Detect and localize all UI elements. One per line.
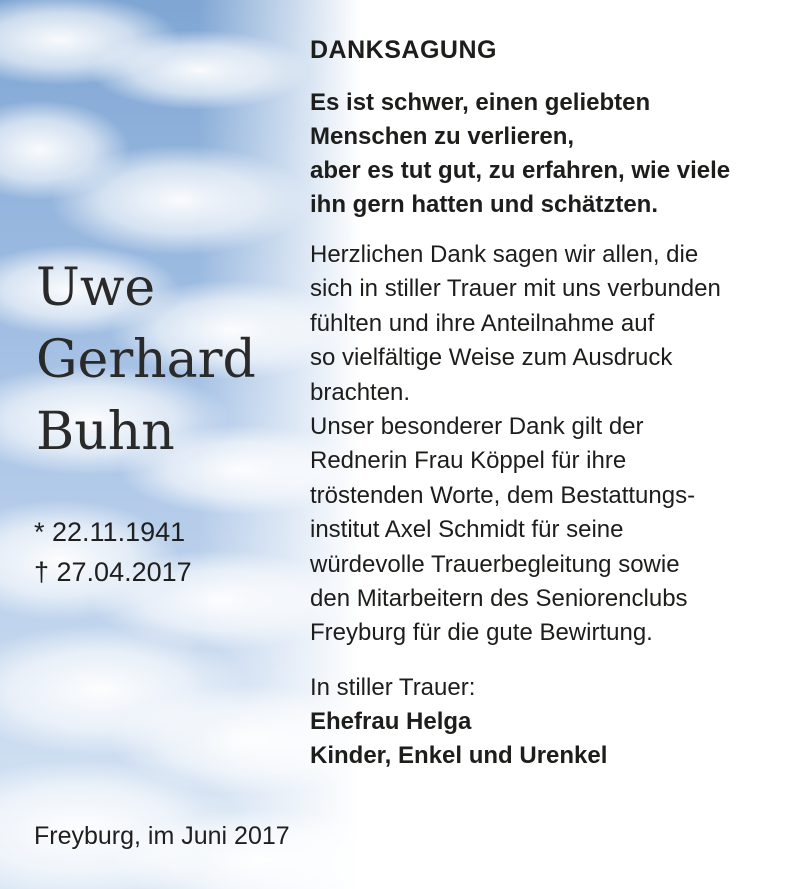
quote: [310, 86, 790, 222]
signature: [310, 671, 790, 773]
body-line: Freyburg für die gute Bewirtung.: [310, 619, 653, 647]
signature-family: Kinder, Enkel und Urenkel: [310, 741, 608, 769]
body-line: fühlten und ihre Anteilnahme auf: [310, 309, 655, 337]
quote-line: Menschen zu verlieren,: [310, 123, 575, 150]
middle-name: Gerhard: [36, 330, 256, 390]
body-line: institut Axel Schmidt für seine: [310, 516, 624, 544]
heading: DANKSAGUNG: [310, 36, 497, 64]
quote-line: aber es tut gut, zu erfahren, wie viele: [310, 157, 731, 184]
thanks-text: [310, 238, 790, 651]
body-line: so vielfältige Weise zum Ausdruck: [310, 344, 673, 372]
quote-line: Es ist schwer, einen geliebten: [310, 89, 651, 116]
birth-date: * 22.11.1941: [34, 517, 186, 547]
body-line: brachten.: [310, 378, 411, 406]
life-dates: [34, 512, 192, 592]
signature-intro: In stiller Trauer:: [310, 673, 476, 701]
body-line: tröstenden Worte, dem Bestattungs-: [310, 481, 696, 509]
last-name: Buhn: [36, 402, 175, 462]
death-date: † 27.04.2017: [34, 557, 192, 587]
quote-line: ihn gern hatten und schätzten.: [310, 191, 659, 218]
body-line: würdevolle Trauerbegleitung sowie: [310, 550, 680, 578]
body-line: Herzlichen Dank sagen wir allen, die: [310, 241, 699, 268]
body-line: Unser besonderer Dank gilt der: [310, 413, 644, 441]
place-date: Freyburg, im Juni 2017: [34, 822, 290, 850]
deceased-name: [36, 252, 256, 468]
body-line: den Mitarbeitern des Seniorenclubs: [310, 585, 688, 613]
first-name: Uwe: [36, 258, 156, 318]
body-line: sich in stiller Trauer mit uns verbunden: [310, 275, 721, 303]
message-column: [310, 30, 790, 773]
signature-wife: Ehefrau Helga: [310, 707, 472, 735]
body-line: Rednerin Frau Köppel für ihre: [310, 447, 627, 475]
